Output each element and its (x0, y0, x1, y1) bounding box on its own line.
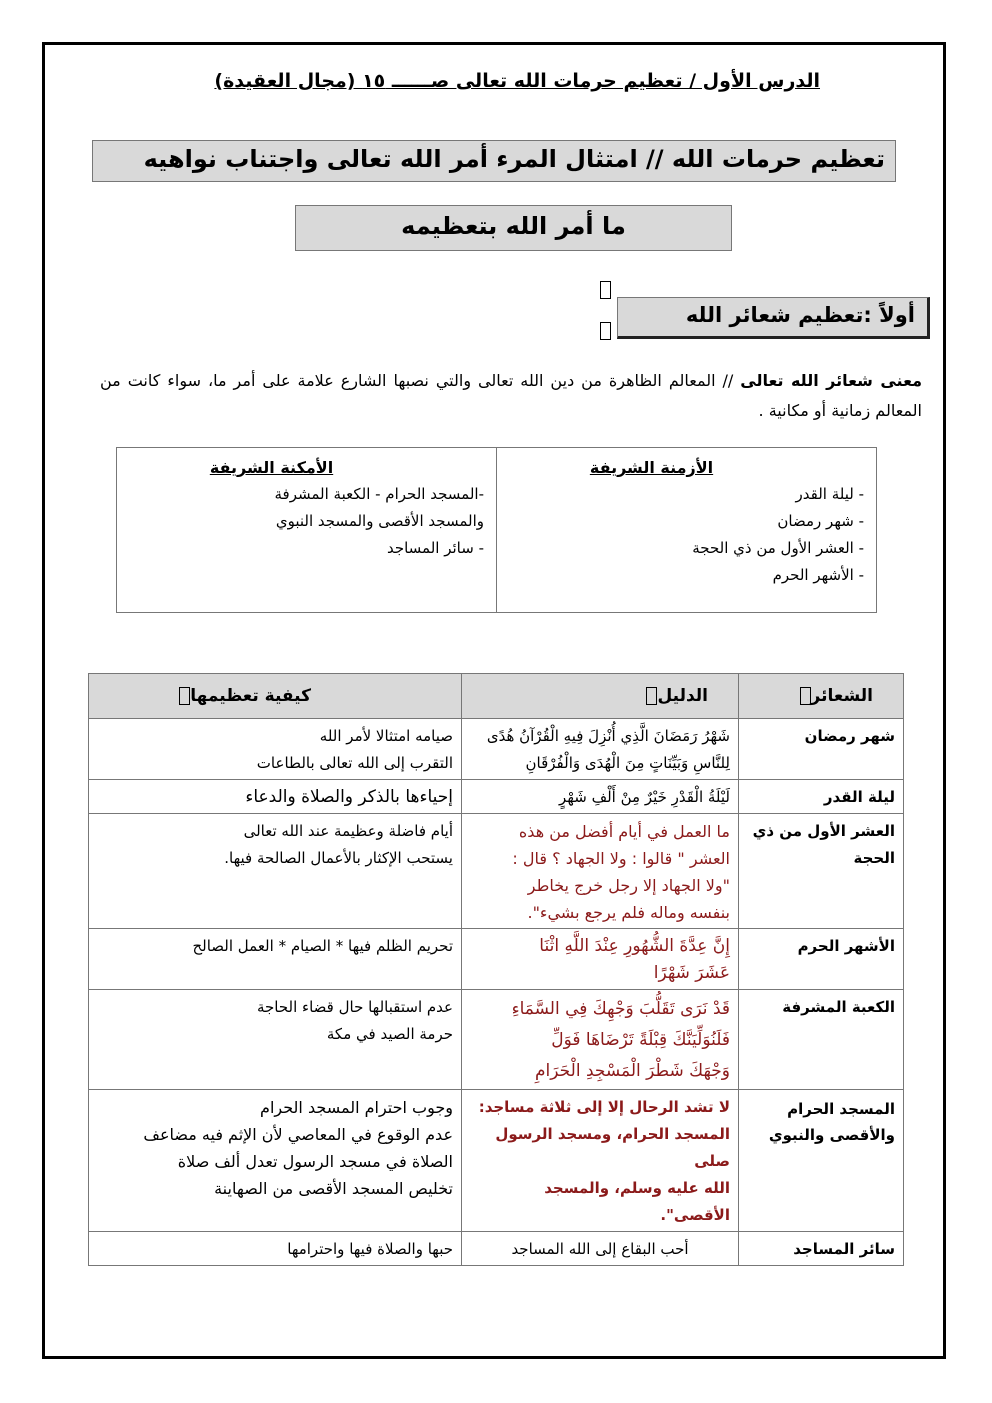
list-item: - الأشهر الحرم (772, 566, 864, 584)
places-column (117, 448, 497, 613)
evidence-cell: قَدْ نَرَى تَقَلُّبَ وَجْهِكَ فِي السَّمَاءِ فَلَنُوَلِّيَنَّكَ قِبْلَةً تَرْضَاهَا فَوَلِّ وَجْهَكَ شَطْرَ الْمَسْجِدِ الْحَرَامِ (462, 990, 739, 1090)
list-item: والمسجد الأقصى والمسجد النبوي (275, 512, 484, 530)
how-cell: وجوب احترام المسجد الحرام عدم الوقوع في المعاصي لأن الإثم فيه مضاعف الصلاة في مسجد الرسول تعدل ألف صلاة تخليص المسجد الأقصى من الصهاينة (89, 1090, 462, 1232)
times-header: الأزمنة الشريفة (589, 458, 714, 477)
how-cell: أيام فاضلة وعظيمة عند الله تعالى يستحب الإكثار بالأعمال الصالحة فيها. (89, 814, 462, 929)
rite-cell: شهر رمضان (739, 719, 904, 780)
rite-header: الشعائر (739, 674, 904, 719)
table-row (89, 719, 904, 780)
evidence-cell: إِنَّ عِدَّةَ الشُّهُورِ عِنْدَ اللَّهِ اثْنَا عَشَرَ شَهْرًا (462, 929, 739, 990)
rite-cell: العشر الأول من ذي الحجة (739, 814, 904, 929)
how-cell: عدم استقبالها حال قضاء الحاجة حرمة الصيد في مكة (89, 990, 462, 1090)
subtitle: ما أمر الله بتعظيمه (401, 212, 626, 240)
lesson-heading: الدرس الأول / تعظيم حرمات الله تعالى صــــــ ١٥ (مجال العقيدة) (214, 70, 820, 92)
rite-cell: الأشهر الحرم (739, 929, 904, 990)
times-column (497, 448, 877, 613)
list-item: - سائر المساجد (386, 539, 484, 557)
sacred-times-places-table (116, 447, 877, 613)
missing-glyph-icon (600, 322, 611, 340)
section-first-title: أولاً :تعظيم شعائر الله (685, 303, 915, 327)
table-row (89, 780, 904, 814)
evidence-cell: لَيْلَةُ الْقَدْرِ خَيْرٌ مِنْ أَلْفِ شَهْرٍ (462, 780, 739, 814)
meaning-label: معنى شعائر الله تعالى (740, 371, 923, 390)
table-row (89, 1232, 904, 1266)
list-item: -المسجد الحرام - الكعبة المشرفة (274, 485, 484, 503)
table-row (89, 814, 904, 929)
section-first-box (617, 297, 930, 339)
evidence-cell: ما العمل في أيام أفضل من هذه العشر " قالوا : ولا الجهاد ؟ قال : "ولا الجهاد إلا رجل خرج يخاطر بنفسه وماله فلم يرجع بشيء". (462, 814, 739, 929)
meaning-paragraph (100, 366, 922, 426)
rite-cell: سائر المساجد (739, 1232, 904, 1266)
places-header: الأمكنة الشريفة (209, 458, 334, 477)
missing-glyph-icon (800, 687, 811, 705)
rite-cell: الكعبة المشرفة (739, 990, 904, 1090)
table-row (89, 1090, 904, 1232)
missing-glyph-icon (179, 687, 190, 705)
evidence-cell: لا تشد الرحال إلا إلى ثلاثة مساجد: المسجد الحرام، ومسجد الرسول صلى الله عليه وسلم، والمسجد الأقصى". (462, 1090, 739, 1232)
list-item: - ليلة القدر (795, 485, 864, 503)
how-cell: إحياءها بالذكر والصلاة والدعاء (89, 780, 462, 814)
missing-glyph-icon (646, 687, 657, 705)
meaning-text: // المعالم الظاهرة من دين الله تعالى والتي نصبها الشارع علامة على أمر ما، سواء كانت من المعالم زمانية أو مكانية . (100, 371, 922, 420)
table-header-row (89, 674, 904, 719)
how-cell: حبها والصلاة فيها واحترامها (89, 1232, 462, 1266)
table-row (89, 929, 904, 990)
how-cell: تحريم الظلم فيها * الصيام * العمل الصالح (89, 929, 462, 990)
evidence-cell: شَهْرُ رَمَضَانَ الَّذِي أُنْزِلَ فِيهِ الْقُرْآنُ هُدًى لِلنَّاسِ وَبَيِّنَاتٍ مِنَ الْهُدَى وَالْفُرْقَانِ (462, 719, 739, 780)
how-cell: صيامه امتثالا لأمر الله التقرب إلى الله تعالى بالطاعات (89, 719, 462, 780)
evidence-cell: أحب البقاع إلى الله المساجد (462, 1232, 739, 1266)
rites-table (88, 673, 904, 1266)
rite-cell: ليلة القدر (739, 780, 904, 814)
subtitle-box (295, 205, 732, 251)
list-item: - شهر رمضان (777, 512, 864, 530)
evidence-header: الدليل (462, 674, 739, 719)
missing-glyph-icon (600, 281, 611, 299)
list-item: - العشر الأول من ذي الحجة (692, 539, 864, 557)
how-header: كيفية تعظيمها (89, 674, 462, 719)
definition-title: تعظيم حرمات الله // امتثال المرء أمر الله تعالى واجتناب نواهيه (143, 145, 885, 173)
table-row (89, 990, 904, 1090)
definition-title-box (92, 140, 896, 182)
rite-cell: المسجد الحرام والأقصى والنبوي (739, 1090, 904, 1232)
